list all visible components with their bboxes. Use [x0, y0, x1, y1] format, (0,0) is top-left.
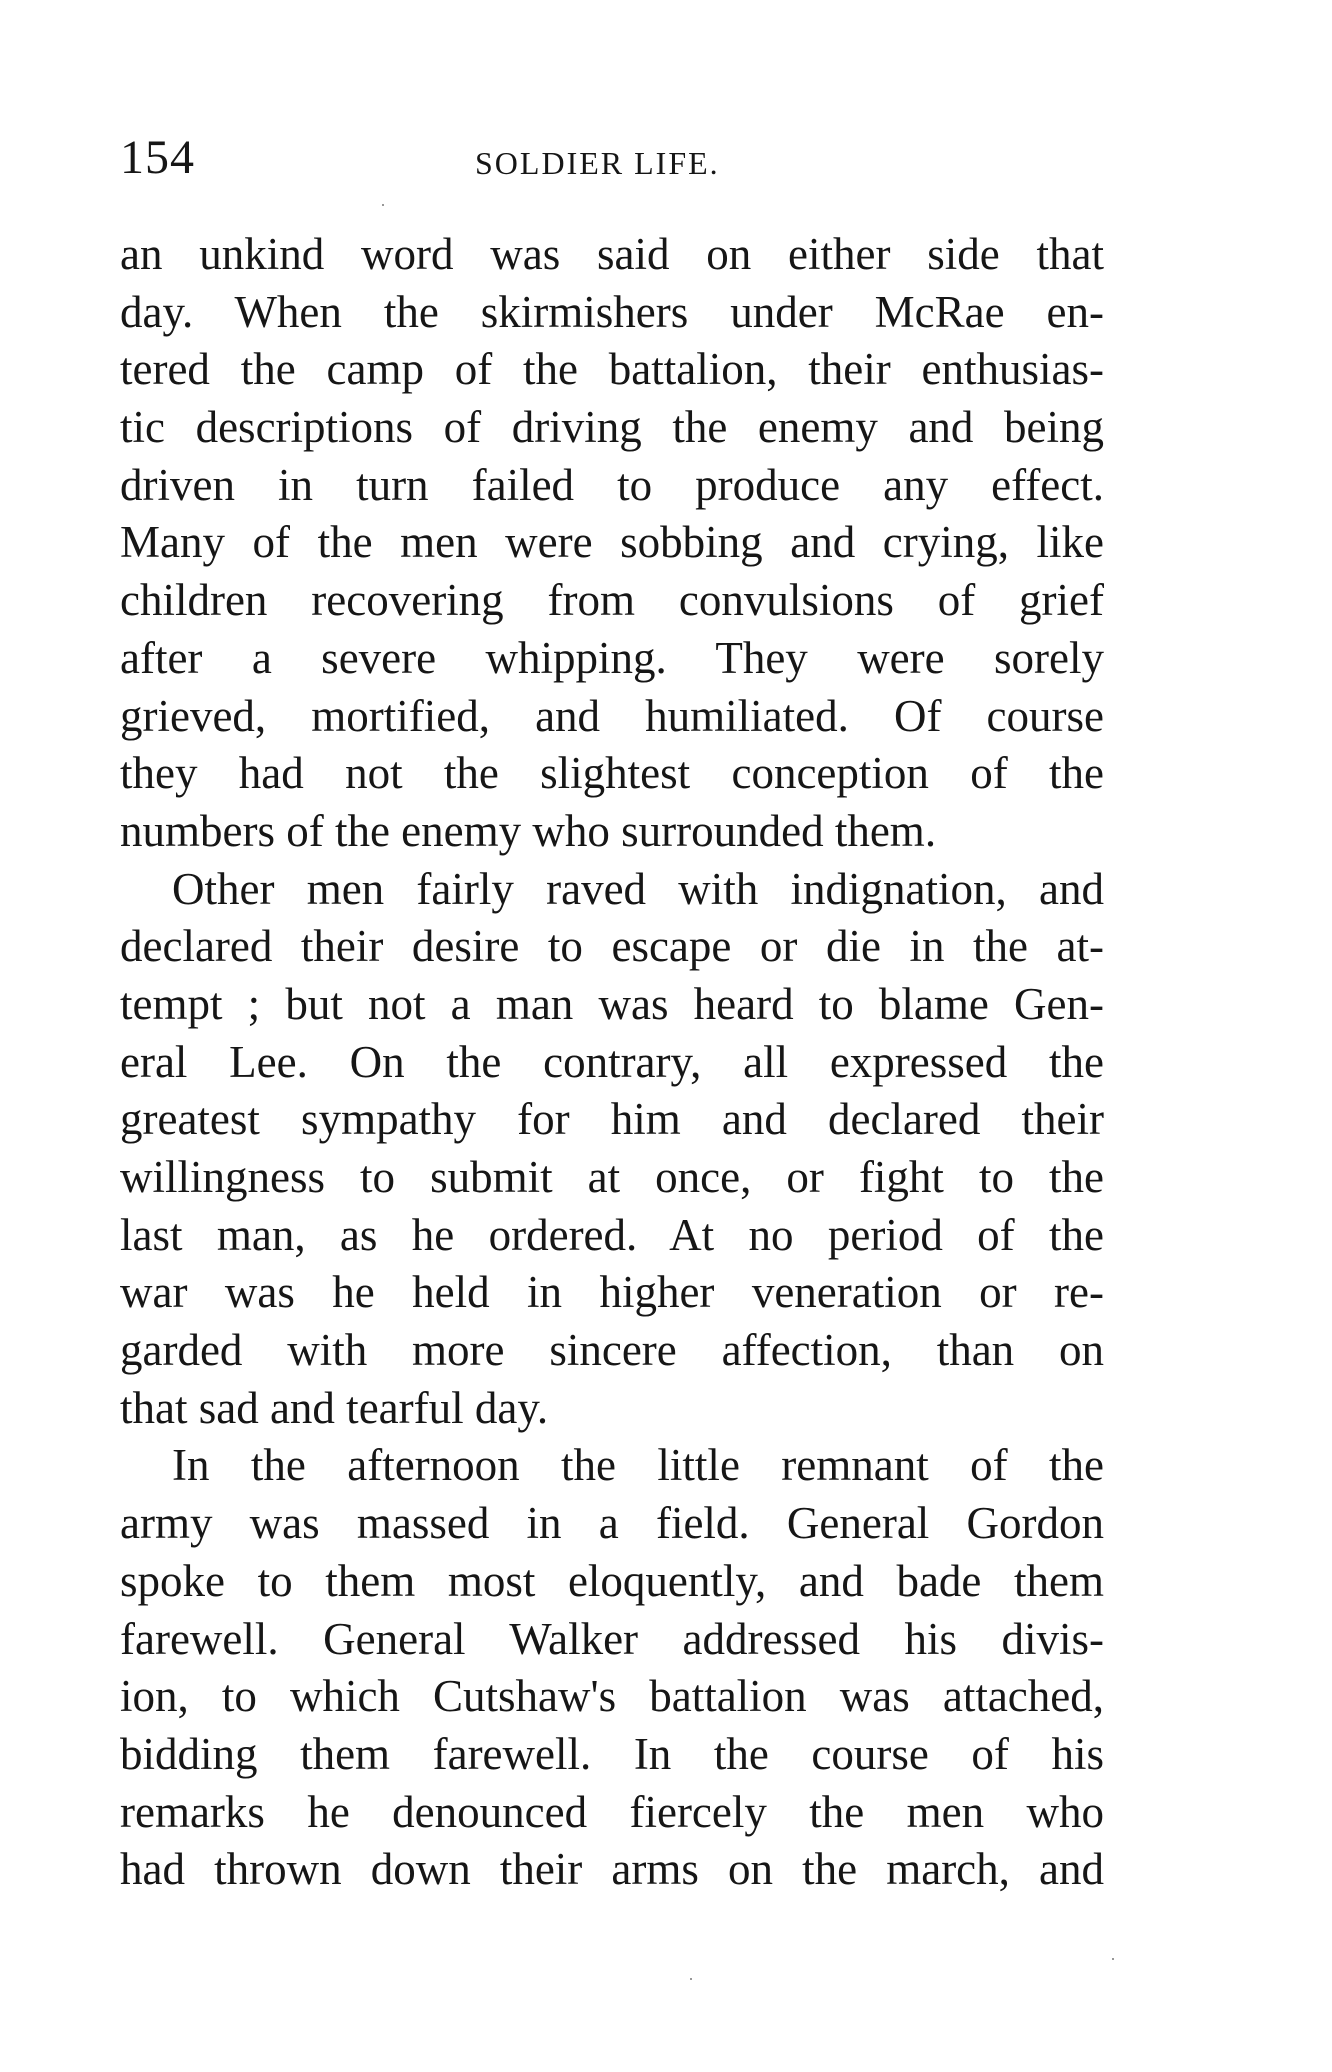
- text-line: they had not the slightest conception of the: [120, 748, 1104, 799]
- page-number: 154: [120, 131, 195, 184]
- text-line: an unkind word was said on either side that: [120, 229, 1104, 279]
- text-line: numbers of the enemy who surrounded them.: [120, 805, 937, 856]
- paragraph-first-line: In the afternoon the little remnant of the: [172, 1440, 1104, 1491]
- text-line: remarks he denounced fiercely the men who: [120, 1786, 1104, 1837]
- text-line: willingness to submit at once, or fight to the: [120, 1152, 1104, 1202]
- paper-speck: [1112, 1958, 1114, 1960]
- text-line: bidding them farewell. In the course of his: [120, 1728, 1104, 1779]
- text-line: Many of the men were sobbing and crying, like: [120, 517, 1104, 568]
- text-line: declared their desire to escape or die in the at-: [120, 921, 1104, 972]
- text-line: ion, to which Cutshaw's battalion was attached,: [120, 1671, 1104, 1722]
- running-head: SOLDIER LIFE.: [475, 145, 720, 181]
- text-line: tered the camp of the battalion, their enthusias-: [120, 344, 1104, 395]
- text-line: grieved, mortified, and humiliated. Of course: [120, 690, 1104, 741]
- paragraph-first-line: Other men fairly raved with indignation, and: [172, 863, 1104, 914]
- body-text: [120, 226, 1104, 1899]
- text-line: that sad and tearful day.: [120, 1382, 549, 1433]
- text-line: had thrown down their arms on the march, and: [120, 1844, 1104, 1895]
- text-line: last man, as he ordered. At no period of the: [120, 1209, 1104, 1260]
- text-line: war was he held in higher veneration or re-: [120, 1267, 1104, 1318]
- paper-speck: [690, 1978, 692, 1980]
- text-line: day. When the skirmishers under McRae en-: [120, 286, 1104, 337]
- text-line: children recovering from convulsions of grief: [120, 575, 1104, 626]
- paper-speck: [382, 204, 384, 206]
- text-line: after a severe whipping. They were sorely: [120, 632, 1104, 683]
- text-line: spoke to them most eloquently, and bade them: [120, 1555, 1104, 1606]
- text-line: army was massed in a field. General Gordon: [120, 1498, 1104, 1549]
- text-line: garded with more sincere affection, than on: [120, 1325, 1104, 1376]
- text-line: driven in turn failed to produce any effect.: [120, 459, 1104, 510]
- page-header: [120, 128, 1100, 188]
- text-line: greatest sympathy for him and declared their: [120, 1094, 1104, 1145]
- text-line: farewell. General Walker addressed his divis-: [120, 1613, 1104, 1664]
- text-line: tempt ; but not a man was heard to blame Gen-: [120, 978, 1104, 1029]
- text-line: tic descriptions of driving the enemy and being: [120, 402, 1104, 453]
- text-line: eral Lee. On the contrary, all expressed the: [120, 1036, 1104, 1087]
